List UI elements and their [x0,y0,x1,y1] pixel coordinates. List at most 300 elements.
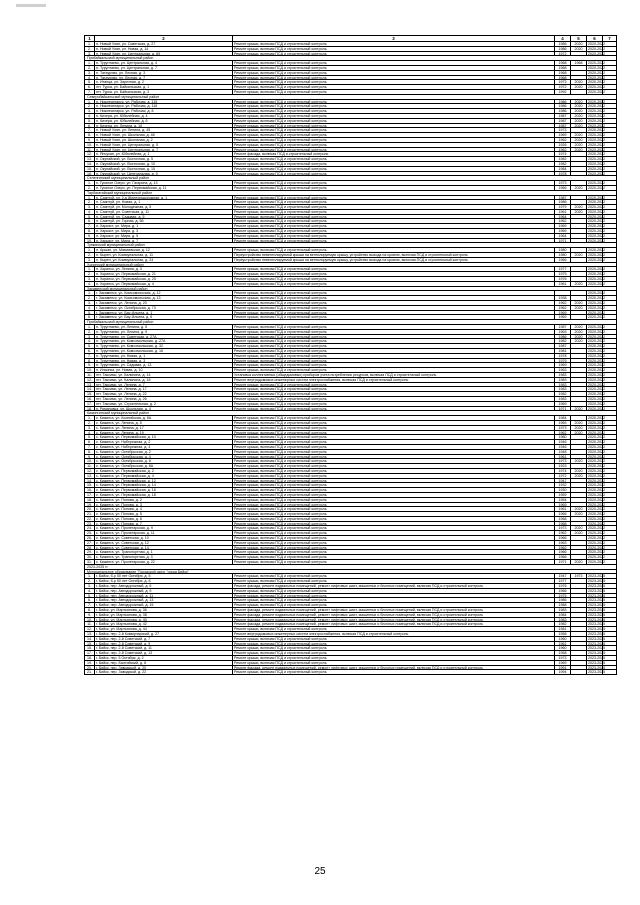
row-year-built: 1969 [555,661,571,665]
row-note [603,397,617,401]
row-address: п. Харьяст, ул. Мира, д. 7 [95,239,233,243]
row-year-built: 1971 [555,560,571,564]
row-address: п. Хоринск, ул. Ленина, д. 3 [95,267,233,271]
row-work-type: Ремонт крыши, включая ПСД и строительный контроль [233,598,555,602]
row-year-last-repair [571,128,587,132]
row-period: 2020-2022 [588,310,606,315]
row-address: пгт. Турка, ул. Байкальская, д. 3 [95,90,233,94]
row-note [603,172,617,176]
row-year-built: 1969 [555,311,571,315]
row-period: 2020-2022 [588,224,606,229]
row-address: п. Нижнеангарск, ул. Рабочая, д. 116 [95,104,233,108]
row-number: 28. [85,546,95,550]
row-year-built: 1986 [555,104,571,108]
row-number: 1. [85,61,95,65]
row-address: пгт. Таксимо, ул. Калинина, д. 18 [95,378,233,382]
row-work-type: Ремонт крыши, включая ПСД и строительный контроль [233,325,555,329]
row-number: 3. [85,426,95,430]
row-address: с. Кижинга, ул. Набережная, д. 4 [95,445,233,449]
row-year-last-repair [571,498,587,502]
row-work-type: Ремонт крыши, включая ПСД и строительный контроль [233,42,555,46]
row-address: п. Хоринск, ул. Первомайская, д. 4 [95,282,233,286]
row-note [603,200,617,204]
row-work-type: Ремонт крыши, включая ПСД и строительный контроль [233,349,555,353]
row-work-type: Ремонт фасада, ремонт подвальных помещений, ремонт лифтовых шахт, машинных и блочных помещений, включая ПСД и строительный контроль [233,584,555,588]
row-number: 16. [85,397,95,401]
row-number: 15. [85,642,95,646]
row-number: 4. [85,76,95,80]
row-year-built: 1979 [555,359,571,363]
row-work-type: Ремонт крыши, включая ПСД и строительный контроль [233,311,555,315]
row-work-type: Ремонт крыши, включая ПСД и строительный контроль [233,387,555,391]
row-number: 4. [85,589,95,593]
row-year-last-repair [571,646,587,650]
row-year-last-repair [571,608,587,612]
row-address: п. Окунайский, ул. Восточная, д. 5 [95,157,233,161]
row-year-last-repair [571,66,587,70]
row-year-built: 1972 [555,52,571,56]
row-year-built: 1968 [555,61,571,65]
row-number: 2. [85,272,95,276]
row-work-type: Ремонт крыши, включая ПСД и строительный контроль [233,469,555,473]
row-period: 2020-2022 [588,195,606,200]
row-address: г. Бийск, пер. 2-й Советский, д. 9 [95,642,233,646]
row-year-built: 1962 [555,546,571,550]
row-year-built: 1976 [555,277,571,281]
row-note [603,450,617,454]
row-note [603,507,617,511]
row-note [603,546,617,550]
row-year-last-repair [571,440,587,444]
row-note [603,124,617,128]
row-number: 3. [85,109,95,113]
row-address: п. Турунтаево, ул. Центральная, д. 4 [95,61,233,65]
row-work-type: Ремонт крыши, включая ПСД и строительный контроль [233,368,555,372]
row-year-built: 1962 [555,431,571,435]
row-year-built: 1969 [555,133,571,137]
row-number: 3. [85,52,95,56]
row-number: 7. [85,224,95,228]
row-year-last-repair: 2020 [571,301,587,305]
row-work-type: Ремонт крыши, включая ПСД и строительный контроль [233,306,555,310]
row-period: 2020-2022 [588,502,606,507]
row-address: с. Кижинга, ул. Октябрьская, д. 2 [95,450,233,454]
row-address: п. Хоринск, ул. Первомайская, д. 21 [95,272,233,276]
row-year-last-repair [571,200,587,204]
row-year-last-repair [571,622,587,626]
row-period: 2023-2025 [588,670,606,675]
row-note [603,253,617,257]
row-period: 2020-2022 [588,425,606,430]
header-col-3: 3 [233,36,555,41]
row-period: 2020-2022 [588,229,606,234]
row-year-built: 1986 [555,109,571,113]
row-year-built: 1982 [555,339,571,343]
row-note [603,162,617,166]
row-number: 3. [85,205,95,209]
row-number: 3. [85,71,95,75]
row-work-type: Ремонт крыши, включая ПСД и строительный контроль [233,200,555,204]
row-year-last-repair: 2020 [571,119,587,123]
row-year-built: 1975 [555,272,571,276]
row-year-built: 1969 [555,363,571,367]
row-number: 10. [85,459,95,463]
row-work-type: Переустройство невентилируемой крыши на вентилируемую крышу, устройство выхода на кровлю, включая ПСД и строительный контроль [233,253,555,257]
row-work-type: Ремонт крыши, включая ПСД и строительный контроль [233,114,555,118]
row-period: 2020-2022 [588,238,606,243]
row-number: 8. [85,608,95,612]
row-number: 10. [85,143,95,147]
row-note [603,560,617,564]
row-work-type: Ремонт крыши, включая ПСД и строительный контроль [233,80,555,84]
row-work-type: Ремонт крыши, включая ПСД и строительный контроль [233,71,555,75]
row-number: 6. [85,440,95,444]
row-year-built: 1981 [555,349,571,353]
row-year-last-repair: 2020 [571,335,587,339]
row-address: г. Бийск, пер. 2-й Советский, д. 13 [95,651,233,655]
row-period: 2020-2022 [588,142,606,147]
row-year-last-repair [571,493,587,497]
row-number: 18. [85,407,95,411]
section-title: Тарбагатайский муниципальный район [85,191,617,195]
row-address: с. Кижинга, ул. Первомайская, д. 16 [95,488,233,492]
row-work-type: Ремонт крыши, включая ПСД и строительный контроль [233,579,555,583]
row-year-last-repair: 2020 [571,330,587,334]
row-number: 6. [85,219,95,223]
row-work-type: Ремонт крыши, включая ПСД и строительный контроль [233,560,555,564]
row-work-type: Ремонт крыши, включая ПСД и строительный контроль [233,215,555,219]
header-col-1: 1 [85,36,95,41]
row-address: п. Нижнеангарск, ул. Рабочая, д. 8 [95,109,233,113]
row-year-last-repair: 2020 [571,431,587,435]
row-year-built: 1986 [555,598,571,602]
row-year-last-repair: 2020 [571,253,587,257]
row-year-last-repair: 2020 [571,114,587,118]
row-number: 14. [85,387,95,391]
row-work-type: Ремонт крыши, включая ПСД и строительный контроль [233,133,555,137]
row-address: п. Саянтуй, ул. Молодежная, д. 5 [95,205,233,209]
row-period: 2023-2025 [588,574,606,579]
row-note [603,143,617,147]
row-number: 9. [85,234,95,238]
row-work-type: Ремонт крыши, включая ПСД и строительный контроль [233,181,555,185]
row-work-type: Ремонт крыши, включая ПСД и строительный контроль [233,52,555,56]
row-year-built: 1978 [555,172,571,176]
row-number: 1. [85,325,95,329]
row-year-last-repair [571,349,587,353]
row-number: 27. [85,541,95,545]
row-address: г. Бийск, пер. 2-й Советский, д. 11 [95,646,233,650]
row-period: 2020-2022 [588,344,606,349]
row-number: 3. [85,301,95,305]
row-note [603,555,617,559]
row-year-built: 1961 [555,455,571,459]
row-year-built: 1963 [555,330,571,334]
row-work-type: Ремонт крыши, включая ПСД и строительный контроль [233,272,555,276]
row-year-built: 1986 [555,200,571,204]
scan-mark [16,4,46,7]
row-address: с. Кижинга, ул. Попова, д. 2 [95,498,233,502]
row-work-type: Ремонт крыши, включая ПСД и строительный контроль [233,522,555,526]
row-note [603,359,617,363]
row-year-built: 1971 [555,407,571,411]
row-number: 4. [85,282,95,286]
row-year-built: 1982 [555,162,571,166]
row-period: 2023-2025 [588,665,606,670]
row-address: с. Кижинга, ул. Октябрьская, д. 4 [95,455,233,459]
row-work-type: Ремонт крыши, включая ПСД и строительный контроль [233,66,555,70]
row-year-built: 1977 [555,267,571,271]
row-period: 2020-2022 [588,358,606,363]
row-number: 21. [85,670,95,674]
row-period: 2020-2022 [588,325,606,330]
row-note [603,296,617,300]
row-period: 2020-2022 [588,85,606,90]
row-note [603,632,617,636]
row-number: 2. [85,330,95,334]
row-work-type: Ремонт крыши, включая ПСД и строительный контроль [233,416,555,420]
row-period: 2023-2025 [588,656,606,660]
row-year-built: 1986 [555,47,571,51]
row-note [603,651,617,655]
row-note [603,431,617,435]
row-period: 2020-2022 [588,181,606,186]
row-year-last-repair [571,52,587,56]
row-work-type: Ремонт крыши, включая ПСД и строительный контроль [233,526,555,530]
row-number: 16. [85,488,95,492]
row-year-built: 1962 [555,531,571,535]
row-year-built: 1969 [555,315,571,319]
row-address: г. Бийск, ул. Мартьянова, д. 42 [95,622,233,626]
row-note [603,402,617,406]
row-number: 1. [85,248,95,252]
row-address: г. Бийск, пер. Автодорожный, д. 9 [95,589,233,593]
row-work-type: Ремонт крыши, включая ПСД и строительный контроль [233,267,555,271]
row-number: 9. [85,138,95,142]
row-work-type: Ремонт крыши, включая ПСД и строительный контроль [233,239,555,243]
row-period: 2020-2022 [588,42,606,46]
row-number: 4. [85,114,95,118]
row-note [603,421,617,425]
row-year-built: 1962 [555,148,571,152]
row-work-type: Ремонт крыши, включая ПСД и строительный контроль [233,344,555,348]
row-year-built: 1988 [555,603,571,607]
row-year-built: 1968 [555,66,571,70]
row-period: 2020-2022 [588,305,606,310]
row-year-last-repair [571,584,587,588]
row-work-type: Ремонт крыши, включая ПСД и строительный контроль [233,455,555,459]
row-note [603,138,617,142]
row-note [603,613,617,617]
row-number: 2. [85,47,95,51]
row-number: 11. [85,622,95,626]
row-number: 17. [85,493,95,497]
row-work-type: Ремонт крыши, включая ПСД и строительный контроль [233,397,555,401]
row-note [603,71,617,75]
row-year-last-repair [571,392,587,396]
row-year-built [555,291,571,295]
row-year-built: 1938 [555,296,571,300]
row-number: 1. [85,267,95,271]
row-note [603,670,617,674]
row-period: 2020-2022 [588,449,606,454]
row-year-last-repair [571,661,587,665]
row-year-built: 1961 [555,282,571,286]
row-year-last-repair: 2020 [571,560,587,564]
row-note [603,627,617,631]
row-work-type: Ремонт крыши, включая ПСД и строительный контроль [233,531,555,535]
row-work-type: Ремонт крыши, включая ПСД и строительный контроль [233,109,555,113]
row-period: 2023-2025 [588,612,606,617]
row-note [603,503,617,507]
row-period: 2020-2022 [588,61,606,66]
row-number: 2. [85,253,95,257]
row-period: 2020-2022 [588,185,606,190]
row-period: 2023-2025 [588,579,606,584]
row-address: п. Новый Уоян, ул. Школьная, д. 2 [95,138,233,142]
row-year-built: 1962 [555,301,571,305]
row-work-type: Ремонт крыши, включая ПСД и строительный контроль [233,670,555,674]
row-note [603,248,617,252]
row-number: 1. [85,181,95,185]
row-note [603,114,617,118]
row-period: 2023-2025 [588,608,606,613]
row-address: п. Кырен, ул. Коммунальная, д. 24 [95,258,233,262]
row-address: г. Бийск, пер. Заводской, д. 20 [95,666,233,670]
row-number: 6. [85,349,95,353]
row-work-type: Ремонт крыши, включая ПСД и строительный контроль [233,90,555,94]
row-note [603,186,617,190]
row-work-type: Ремонт крыши, включая ПСД и строительный контроль [233,205,555,209]
row-number: 10. [85,239,95,243]
row-period: 2020-2022 [588,161,606,166]
row-address: п. Окунайский, ул. Центральная, д. 9 [95,172,233,176]
row-work-type: Ремонт крыши, включая ПСД и строительный контроль [233,148,555,152]
row-year-last-repair [571,479,587,483]
row-year-last-repair: 2020 [571,282,587,286]
row-number: 16. [85,646,95,650]
row-year-built: 1983 [555,397,571,401]
row-address: п. Турунтаево, ул. Новая, д. 1 [95,354,233,358]
row-address: п. Новый Уоян, ул. Центральная, д. 7 [95,148,233,152]
section-title: Кижингинский муниципальный район [85,411,617,415]
row-number: 22. [85,517,95,521]
row-address: с. Кижинга, ул. Октябрьская, д. 8А [95,464,233,468]
row-number: 3. [85,584,95,588]
row-year-last-repair [571,416,587,420]
row-note [603,349,617,353]
row-year-built: 1974 [555,469,571,473]
row-work-type: Ремонт крыши, включая ПСД и строительный контроль [233,196,555,200]
row-year-built: 1982 [555,157,571,161]
row-year-built: 1992 [555,90,571,94]
row-address: г. Бийск, пер. Автодорожный, д. 13 [95,598,233,602]
row-year-built: 1973 [555,80,571,84]
row-number: 18. [85,656,95,660]
row-note [603,464,617,468]
row-address: г. Бийск, пер. Автодорожный, д. 15 [95,603,233,607]
row-year-last-repair [571,296,587,300]
row-period: 2020-2022 [588,75,606,80]
row-address: пгт. Таксимо, ул. Ленина, д. 17 [95,387,233,391]
row-year-last-repair [571,258,587,262]
row-year-last-repair [571,642,587,646]
row-work-type: Ремонт крыши, включая ПСД и строительный контроль [233,450,555,454]
row-address: г. Закаменск, ул. Бау-Ильина, д. 6 [95,315,233,319]
row-period: 2020-2022 [588,80,606,85]
row-year-built: 1966 [555,589,571,593]
row-period: 2020-2022 [588,464,606,469]
row-year-built: 1962 [555,138,571,142]
row-address: с. Кижинга, ул. Советская, д. 10 [95,536,233,540]
row-note [603,306,617,310]
row-period: 2020-2022 [588,334,606,339]
row-year-built: 1969 [555,224,571,228]
row-address: п. Кырен, ул. Коммунальная, д. 11 [95,253,233,257]
row-number: 13. [85,383,95,387]
row-address: п. Кичера, ул. Ленина, д. 10 [95,124,233,128]
row-year-built: 1959 [555,493,571,497]
row-address: пгт. Таксимо, ул. Ленина, д. 7 [95,383,233,387]
row-period: 2020-2022 [588,157,606,162]
row-year-last-repair [571,344,587,348]
row-year-last-repair: 1968 [571,61,587,65]
row-period: 2020-2022 [588,277,606,282]
row-address: пгт. Таксимо, ул. Ленина, д. 22 [95,392,233,396]
row-work-type: Ремонт фасада, ремонт подвальных помещений, ремонт лифтовых шахт, машинных и блочных помещений, включая ПСД и строительный контроль [233,608,555,612]
row-address: г. Бийск, пер. Заводской, д. 22 [95,670,233,674]
row-year-last-repair [571,229,587,233]
row-note [603,167,617,171]
row-work-type: Ремонт крыши, включая ПСД и строительный контроль [233,100,555,104]
row-year-last-repair: 2020 [571,148,587,152]
row-year-last-repair: 2020 [571,469,587,473]
row-note [603,363,617,367]
row-period: 2020-2022 [588,209,606,214]
row-year-last-repair: 2020 [571,205,587,209]
row-number: 19. [85,661,95,665]
row-number: 8. [85,229,95,233]
row-year-last-repair [571,522,587,526]
row-note [603,325,617,329]
row-note [603,47,617,51]
row-note [603,157,617,161]
row-year-last-repair: 2020 [571,421,587,425]
row-note [603,196,617,200]
row-number: 1. [85,42,95,46]
row-year-last-repair [571,503,587,507]
row-note [603,392,617,396]
row-year-last-repair: 2020 [571,531,587,535]
row-work-type: Ремонт крыши, включая ПСД и строительный контроль [233,76,555,80]
row-year-built: 1958 [555,651,571,655]
row-year-last-repair: 2020 [571,100,587,104]
row-note [603,517,617,521]
row-number: 3. [85,277,95,281]
row-work-type: Ремонт крыши, включая ПСД и строительный контроль [233,186,555,190]
row-note [603,76,617,80]
row-year-last-repair: 2020 [571,459,587,463]
row-number: 17. [85,402,95,406]
row-address: с. Кижинга, ул. Ленина, д. 19 [95,431,233,435]
row-year-last-repair [571,76,587,80]
row-year-built: 1968 [555,522,571,526]
row-year-built: 1969 [555,229,571,233]
row-address: с. Кижинга, ул. Пролетарская, д. 22 [95,560,233,564]
row-note [603,541,617,545]
row-year-last-repair [571,224,587,228]
row-address: с. Кижинга, ул. Попова, д. 5 [95,512,233,516]
